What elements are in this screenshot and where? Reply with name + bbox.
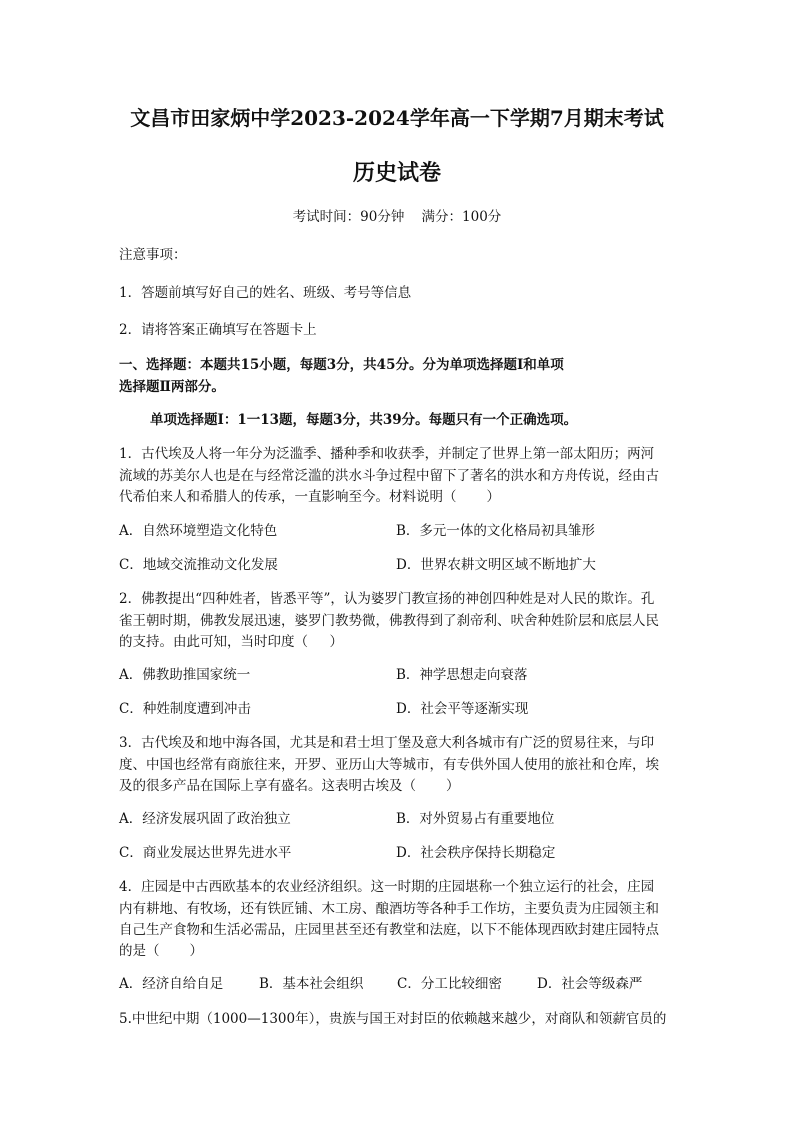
question-4-line: 4．庄园是中古西欧基本的农业经济组织。这一时期的庄园堪称一个独立运行的社会，庄园 <box>119 879 655 895</box>
q1-option-b[interactable]: B．多元一体的文化格局初具雏形 <box>396 523 595 539</box>
q2-option-c[interactable]: C．种姓制度遭到冲击 <box>119 701 251 717</box>
q3-option-c[interactable]: C．商业发展达世界先进水平 <box>119 845 292 861</box>
q3-option-d[interactable]: D．社会秩序保持长期稳定 <box>396 845 556 861</box>
exam-subject: 历史试卷 <box>352 160 441 186</box>
question-3-line: 度、中国也经常有商旅往来，开罗、亚历山大等城市，有专供外国人使用的旅社和仓库，埃 <box>119 757 659 773</box>
question-3-line: 3．古代埃及和地中海各国，尤其是和君士坦丁堡及意大利各城市有广泛的贸易往来，与印 <box>119 735 655 751</box>
section-heading-cont: 选择题Ⅱ两部分。 <box>119 379 225 395</box>
question-4-line: 的是（ ） <box>119 943 204 959</box>
q1-option-d[interactable]: D．世界农耕文明区域不断地扩大 <box>396 557 596 573</box>
q3-option-a[interactable]: A．经济发展巩固了政治独立 <box>119 811 291 827</box>
question-2-line: 雀王朝时期，佛教发展迅速，婆罗门教势微，佛教得到了刹帝利、吠舍种姓阶层和底层人民 <box>119 613 659 629</box>
q2-option-b[interactable]: B．神学思想走向衰落 <box>396 667 528 683</box>
question-1-line: 流域的苏美尔人也是在与经常泛滥的洪水斗争过程中留下了著名的洪水和方舟传说，经由古 <box>119 468 659 484</box>
exam-info: 考试时间：90分钟 满分：100分 <box>292 209 502 225</box>
question-3-line: 及的很多产品在国际上享有盛名。这表明古埃及（ ） <box>119 778 460 794</box>
q4-option-a[interactable]: A．经济自给自足 <box>119 976 224 992</box>
note-item: 2．请将答案正确填写在答题卡上 <box>119 322 317 338</box>
section-subheading: 单项选择题Ⅰ：1一13题，每题3分，共39分。每题只有一个正确选项。 <box>150 412 578 428</box>
exam-title: 文昌市田家炳中学2023-2024学年高一下学期7月期末考试 <box>130 106 664 130</box>
q4-option-d[interactable]: D．社会等级森严 <box>537 976 643 992</box>
q4-option-b[interactable]: B．基本社会组织 <box>259 976 364 992</box>
question-2-line: 2．佛教提出“四种姓者，皆悉平等”，认为婆罗门教宣扬的神创四种姓是对人民的欺诈。孔 <box>119 591 655 607</box>
note-item: 1．答题前填写好自己的姓名、班级、考号等信息 <box>119 285 412 301</box>
q3-option-b[interactable]: B．对外贸易占有重要地位 <box>396 811 555 827</box>
notes-heading: 注意事项： <box>119 247 187 263</box>
question-4-line: 自己生产食物和生活必需品，庄园里甚至还有教堂和法庭，以下不能体现西欧封建庄园特点 <box>119 922 659 938</box>
q1-option-a[interactable]: A．自然环境塑造文化特色 <box>119 523 278 539</box>
question-1-line: 代希伯来人和希腊人的传承，一直影响至今。材料说明（ ） <box>119 489 501 505</box>
question-2-line: 的支持。由此可知，当时印度（ ） <box>119 634 343 650</box>
q2-option-a[interactable]: A．佛教助推国家统一 <box>119 667 251 683</box>
q2-option-d[interactable]: D．社会平等逐渐实现 <box>396 701 529 717</box>
q4-option-c[interactable]: C．分工比较细密 <box>397 976 502 992</box>
q1-option-c[interactable]: C．地域交流推动文化发展 <box>119 557 278 573</box>
section-heading: 一、选择题：本题共15小题，每题3分，共45分。分为单项选择题Ⅰ和单项 <box>119 357 564 373</box>
question-5-line: 5.中世纪中期（1000—1300年），贵族与国王对封臣的依赖越来越少，对商队和领薪官员的 <box>119 1011 667 1027</box>
question-4-line: 内有耕地、有牧场，还有铁匠铺、木工房、酿酒坊等各种手工作坊，主要负责为庄园领主和 <box>119 901 659 917</box>
question-1-line: 1．古代埃及人将一年分为泛滥季、播种季和收获季，并制定了世界上第一部太阳历；两河 <box>119 446 655 462</box>
